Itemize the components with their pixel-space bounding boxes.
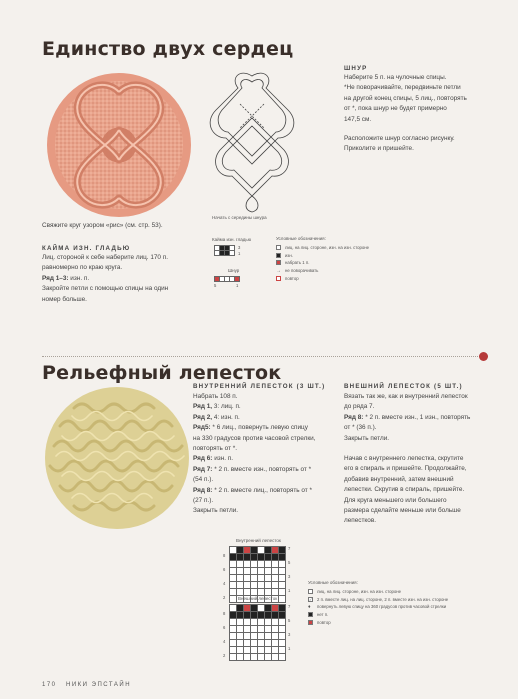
chart-cell bbox=[230, 251, 235, 256]
chart-cell bbox=[251, 568, 258, 575]
chart-cell bbox=[272, 619, 279, 626]
row-number: 4 bbox=[223, 639, 226, 644]
row-line: Набрать 108 п. bbox=[193, 393, 238, 400]
row-line: Ряд 1, 3: лиц. п. bbox=[193, 403, 241, 411]
chart-cell bbox=[237, 640, 244, 647]
chart-cell bbox=[258, 605, 265, 612]
chart-cell bbox=[237, 582, 244, 589]
text-line: *Не поворачивайте, передвиньте петли bbox=[344, 84, 461, 92]
text-line: равномерно по краю круга. bbox=[42, 264, 123, 272]
text-line: Закройте петли с помощью спицы на один bbox=[42, 285, 169, 293]
chart-cell bbox=[265, 561, 272, 568]
chart-cell bbox=[244, 640, 251, 647]
chart-cell bbox=[279, 654, 286, 661]
text-line: размера сделайте меньше или больше bbox=[344, 507, 461, 515]
chart-cell bbox=[230, 561, 237, 568]
chart-cell bbox=[237, 605, 244, 612]
row-number: 5 bbox=[288, 560, 291, 565]
chart-cell bbox=[258, 640, 265, 647]
row-number: 2 bbox=[223, 653, 226, 658]
chart-cell bbox=[237, 654, 244, 661]
chart-cell bbox=[265, 568, 272, 575]
legend-2 bbox=[308, 580, 508, 626]
k2tog-symbol-icon: ✓ bbox=[309, 596, 313, 602]
knit-symbol-icon bbox=[276, 245, 281, 250]
text-line: лепестков. bbox=[344, 517, 377, 525]
chart-cell bbox=[265, 589, 272, 596]
row-line: Ряд 6: изн. п. bbox=[193, 455, 234, 463]
chart-cell bbox=[244, 626, 251, 633]
chart-cell bbox=[265, 605, 272, 612]
chart-cell bbox=[265, 547, 272, 554]
chart-cell bbox=[237, 575, 244, 582]
outer-petal-chart bbox=[229, 604, 286, 661]
legend-title: Условные обозначения: bbox=[308, 580, 358, 585]
row-number: 3 bbox=[288, 632, 291, 637]
text-line: его в спираль и пришейте. Продолжайте, bbox=[344, 465, 467, 473]
chart-cell bbox=[258, 582, 265, 589]
inner-petal-heading: ВНУТРЕННИЙ ЛЕПЕСТОК (3 ШТ.) bbox=[193, 383, 326, 390]
chart-cell bbox=[279, 640, 286, 647]
legend-title: Условные обозначения: bbox=[276, 236, 326, 241]
row-number: 3 bbox=[238, 245, 241, 250]
row-line: Ряд 8: * 2 п. вместе лиц., повторять от * bbox=[193, 486, 312, 494]
chart-cell bbox=[258, 619, 265, 626]
chart-cell bbox=[237, 561, 244, 568]
chart-cell bbox=[230, 589, 237, 596]
row-number: 6 bbox=[223, 567, 226, 572]
repeat-symbol-icon bbox=[276, 276, 281, 281]
chart-cell bbox=[258, 589, 265, 596]
chart-cell bbox=[272, 626, 279, 633]
chart-cell bbox=[230, 554, 237, 561]
text-line: Лиц. стороной к себе наберите лиц. 170 п. bbox=[42, 254, 169, 261]
outer-petal-instructions bbox=[344, 392, 504, 527]
chart-cell bbox=[279, 612, 286, 619]
cord-heading: ШНУР bbox=[344, 65, 368, 72]
chart-cell bbox=[272, 561, 279, 568]
outer-chart-title: Внешний лепесток bbox=[238, 596, 278, 601]
text-line: добавив внутренний, затем внешний bbox=[344, 475, 454, 483]
chart-cell bbox=[244, 568, 251, 575]
chart-cell bbox=[237, 633, 244, 640]
petal-rosette-image bbox=[44, 386, 190, 530]
chart-cell bbox=[258, 547, 265, 554]
row-line bbox=[42, 274, 202, 284]
row-line: (27 п.). bbox=[193, 497, 214, 505]
chart-cell bbox=[258, 626, 265, 633]
row-line: Закрыть петли. bbox=[193, 507, 239, 515]
chart-cell bbox=[244, 575, 251, 582]
chart-cell bbox=[258, 633, 265, 640]
chart-cell bbox=[251, 589, 258, 596]
cord-chart-title: Шнур bbox=[228, 268, 240, 273]
chart-cell bbox=[230, 647, 237, 654]
chart-cell bbox=[251, 575, 258, 582]
chart-cell bbox=[258, 612, 265, 619]
chart-cell bbox=[279, 596, 286, 603]
chart-cell bbox=[272, 654, 279, 661]
chart-cell bbox=[279, 568, 286, 575]
chart-cell bbox=[258, 575, 265, 582]
legend-item: повтор bbox=[276, 274, 369, 282]
legend-item: изн. bbox=[276, 252, 369, 260]
author-name: НИКИ ЭПСТАЙН bbox=[66, 682, 132, 688]
legend-item: лиц. на лиц. стороне, изн. на изн. стороне bbox=[308, 588, 508, 596]
text-line: 147,5 см. bbox=[344, 115, 372, 123]
cast-on-symbol-icon bbox=[276, 260, 281, 265]
chart-cell bbox=[244, 561, 251, 568]
legend-item: ♦ повернуть левую спицу на 360 градусов против часовой стрелки bbox=[308, 603, 447, 610]
row-label: Ряд 1–3: bbox=[42, 274, 69, 282]
col-number: 5 bbox=[214, 283, 217, 288]
chart-cell bbox=[279, 619, 286, 626]
row-line: Ряд 7: * 2 п. вместе изн., повторять от * bbox=[193, 465, 312, 473]
chart-cell bbox=[251, 582, 258, 589]
chart-cell bbox=[279, 561, 286, 568]
row-number: 2 bbox=[223, 595, 226, 600]
border-heading: КАЙМА ИЗН. ГЛАДЬЮ bbox=[42, 245, 131, 252]
chart-cell bbox=[237, 547, 244, 554]
chart-cell bbox=[244, 582, 251, 589]
row-number: 3 bbox=[288, 574, 291, 579]
chart-cell bbox=[272, 605, 279, 612]
row-number: 7 bbox=[288, 546, 291, 551]
row-number: 4 bbox=[223, 581, 226, 586]
chart-cell bbox=[272, 640, 279, 647]
knit-symbol-icon bbox=[308, 589, 313, 594]
text-line: Для круга меньшего или большего bbox=[344, 496, 447, 504]
chart-cell bbox=[237, 589, 244, 596]
chart-cell bbox=[251, 619, 258, 626]
chart-cell bbox=[244, 647, 251, 654]
chart-cell bbox=[258, 561, 265, 568]
twist-symbol-icon: ♦ bbox=[308, 603, 311, 610]
chart-cell bbox=[244, 654, 251, 661]
chart-cell bbox=[272, 633, 279, 640]
chart-cell bbox=[244, 612, 251, 619]
chart-cell bbox=[244, 605, 251, 612]
chart-cell bbox=[272, 612, 279, 619]
border-chart-title: Кайма изн. гладью bbox=[212, 237, 252, 242]
text-line: номер больше. bbox=[42, 295, 87, 303]
row-line: повторять от *. bbox=[193, 445, 238, 453]
chart-cell bbox=[265, 582, 272, 589]
chart-cell bbox=[265, 612, 272, 619]
chart-cell bbox=[258, 554, 265, 561]
chart-cell bbox=[237, 619, 244, 626]
chart-cell bbox=[272, 568, 279, 575]
chart-cell bbox=[265, 647, 272, 654]
chart-cell bbox=[237, 647, 244, 654]
outer-petal-heading: ВНЕШНИЙ ЛЕПЕСТОК (5 ШТ.) bbox=[344, 383, 463, 390]
chart-cell bbox=[244, 547, 251, 554]
chart-cell bbox=[230, 547, 237, 554]
text-line: лепестки. Скрутив в спираль, пришейте. bbox=[344, 486, 465, 494]
chart-cell bbox=[230, 605, 237, 612]
arrow-right-icon: → bbox=[276, 267, 281, 274]
chart-cell bbox=[237, 568, 244, 575]
chart-cell bbox=[265, 554, 272, 561]
chart-cell bbox=[244, 554, 251, 561]
chart-cell bbox=[265, 633, 272, 640]
legend-1 bbox=[276, 236, 369, 282]
row-line: Ряд5: * 6 лиц., повернуть левую спицу bbox=[193, 424, 308, 432]
legend-item: лиц. на лиц. стороне, изн. на изн. стороне bbox=[276, 244, 369, 252]
chart-cell bbox=[244, 589, 251, 596]
purl-symbol-icon bbox=[276, 253, 281, 258]
text-line: Наберите 5 п. на чулочные спицы. bbox=[344, 74, 447, 81]
row-line: Ряд 8: * 2 п. вместе изн., 1 изн., повторять bbox=[344, 413, 471, 421]
row-line: (54 п.). bbox=[193, 476, 214, 484]
inner-petal-chart bbox=[229, 546, 286, 603]
row-line: на 330 градусов против часовой стрелки, bbox=[193, 434, 316, 442]
chart-cell bbox=[230, 626, 237, 633]
chart-cell bbox=[279, 647, 286, 654]
chart-cell bbox=[265, 575, 272, 582]
border-instructions bbox=[42, 253, 202, 305]
page-number: 170 bbox=[42, 682, 57, 688]
row-number: 7 bbox=[288, 604, 291, 609]
chart-cell bbox=[265, 640, 272, 647]
row-line: Вязать так же, как и внутренний лепесток bbox=[344, 393, 468, 400]
text-line: Приколите и пришейте. bbox=[344, 145, 414, 153]
cord-chart bbox=[214, 276, 240, 282]
chart-cell bbox=[279, 575, 286, 582]
section1-title: Единство двух сердец bbox=[42, 38, 294, 60]
chart-cell bbox=[251, 554, 258, 561]
row-number: 8 bbox=[223, 553, 226, 558]
chart-cell bbox=[230, 612, 237, 619]
repeat-symbol-icon bbox=[308, 620, 313, 625]
chart-cell bbox=[265, 626, 272, 633]
chart-cell bbox=[244, 633, 251, 640]
row-line: от * (36 п.). bbox=[344, 424, 377, 432]
chart-cell bbox=[272, 589, 279, 596]
chart-cell bbox=[279, 554, 286, 561]
row-number: 5 bbox=[288, 618, 291, 623]
page-footer bbox=[42, 682, 131, 688]
chart-cell bbox=[230, 596, 237, 603]
chart-cell bbox=[272, 575, 279, 582]
chart-cell bbox=[258, 568, 265, 575]
chart-cell bbox=[237, 626, 244, 633]
chart-cell bbox=[258, 647, 265, 654]
row-number: 1 bbox=[238, 251, 241, 256]
section-divider bbox=[42, 356, 488, 357]
chart-cell bbox=[265, 654, 272, 661]
intro-line: Свяжите круг узором «рис» (см. стр. 53). bbox=[42, 222, 163, 229]
chart-cell bbox=[251, 633, 258, 640]
legend-item: повтор bbox=[308, 618, 508, 626]
row-number: 6 bbox=[223, 625, 226, 630]
row-line: Закрыть петли. bbox=[344, 434, 390, 442]
chart-cell bbox=[237, 612, 244, 619]
row-line: Ряд 2, 4: изн. п. bbox=[193, 413, 240, 421]
chart-cell bbox=[251, 561, 258, 568]
chart-cell bbox=[265, 619, 272, 626]
chart-cell bbox=[251, 647, 258, 654]
chart-cell bbox=[251, 654, 258, 661]
row-number: 1 bbox=[288, 646, 291, 651]
legend-item: нет п. bbox=[308, 611, 508, 619]
chart-cell bbox=[251, 626, 258, 633]
row-number: 1 bbox=[288, 588, 291, 593]
text-line: Начав с внутреннего лепестка, скрутите bbox=[344, 455, 464, 463]
chart-cell bbox=[235, 277, 240, 282]
chart-cell bbox=[251, 640, 258, 647]
chart-cell bbox=[279, 589, 286, 596]
cord-instructions bbox=[344, 73, 504, 155]
chart-cell bbox=[258, 654, 265, 661]
diagram-caption: Начать с середины шнура bbox=[212, 215, 267, 220]
row-text: изн. п. bbox=[68, 274, 90, 282]
inner-chart-title: Внутренний лепесток bbox=[236, 538, 281, 543]
chart-cell bbox=[230, 633, 237, 640]
chart-cell bbox=[230, 654, 237, 661]
legend-item: набрать 1 п. bbox=[276, 259, 369, 267]
legend-item: ✓ 2 п. вместе лиц. на лиц. стороне, 2 п. вместе изн. на изн. стороне bbox=[309, 596, 449, 602]
chart-cell bbox=[251, 612, 258, 619]
no-stitch-symbol-icon bbox=[308, 612, 313, 617]
text-line: Расположите шнур согласно рисунку. bbox=[344, 135, 455, 143]
chart-cell bbox=[272, 647, 279, 654]
text-line: на другой конец спицы, 5 лиц., повторять bbox=[344, 94, 467, 102]
chart-cell bbox=[230, 582, 237, 589]
chart-cell bbox=[251, 547, 258, 554]
border-chart bbox=[214, 245, 235, 256]
row-number: 8 bbox=[223, 611, 226, 616]
chart-cell bbox=[272, 554, 279, 561]
heart-swatch-image bbox=[44, 70, 194, 220]
chart-cell bbox=[244, 619, 251, 626]
chart-cell bbox=[279, 633, 286, 640]
cord-layout-diagram bbox=[202, 68, 302, 214]
chart-cell bbox=[279, 605, 286, 612]
section-marker-icon bbox=[479, 352, 488, 361]
chart-cell bbox=[230, 619, 237, 626]
inner-petal-instructions bbox=[193, 392, 343, 517]
chart-cell bbox=[279, 582, 286, 589]
chart-cell bbox=[272, 582, 279, 589]
row-line: до ряда 7. bbox=[344, 403, 375, 411]
chart-cell bbox=[230, 575, 237, 582]
legend-item: → не поворачивать bbox=[276, 267, 319, 274]
chart-cell bbox=[237, 554, 244, 561]
chart-cell bbox=[279, 626, 286, 633]
chart-cell bbox=[272, 547, 279, 554]
chart-cell bbox=[279, 547, 286, 554]
section2-title: Рельефный лепесток bbox=[42, 362, 282, 384]
chart-cell bbox=[251, 605, 258, 612]
chart-cell bbox=[230, 640, 237, 647]
col-number: 1 bbox=[236, 283, 239, 288]
text-line: от *, пока шнур не будет примерно bbox=[344, 105, 447, 113]
chart-cell bbox=[230, 568, 237, 575]
